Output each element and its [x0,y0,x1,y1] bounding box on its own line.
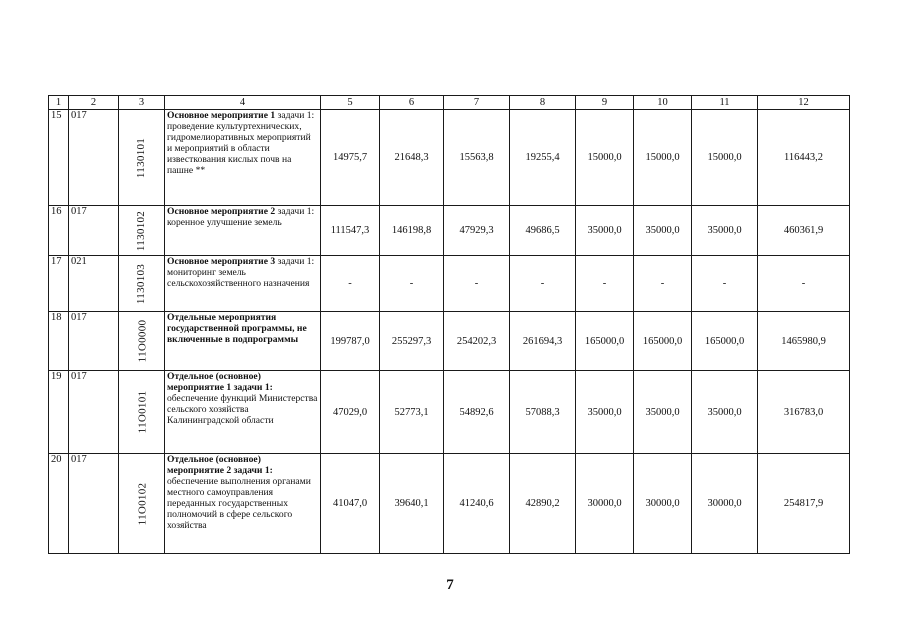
total-cell: 316783,0 [758,371,850,454]
value-cell: 35000,0 [634,206,692,256]
table-header-row [49,96,850,110]
row-number: 20 [49,454,69,554]
total-cell: 1465980,9 [758,312,850,371]
grbs-code: 017 [69,371,119,454]
total-cell: 254817,9 [758,454,850,554]
value-cell: 146198,8 [380,206,444,256]
value-cell: - [510,256,576,312]
value-cell: 254202,3 [444,312,510,371]
value-cell: - [321,256,380,312]
column-header: 12 [758,96,850,110]
value-cell: 39640,1 [380,454,444,554]
row-number: 16 [49,206,69,256]
column-header: 9 [576,96,634,110]
measure-description [165,110,321,206]
column-header: 10 [634,96,692,110]
column-header: 2 [69,96,119,110]
total-cell: 116443,2 [758,110,850,206]
value-cell: 165000,0 [692,312,758,371]
measure-title: Отдельное (основное) мероприятие 2 задачи 1: [167,454,273,476]
value-cell: 41240,6 [444,454,510,554]
target-article-cell [119,454,165,554]
target-article-code: 11О0101 [136,390,149,434]
grbs-code: 017 [69,312,119,371]
value-cell: - [576,256,634,312]
table-row [49,312,850,371]
value-cell: 15000,0 [692,110,758,206]
value-cell: 165000,0 [576,312,634,371]
column-header: 8 [510,96,576,110]
value-cell: 42890,2 [510,454,576,554]
grbs-code: 021 [69,256,119,312]
value-cell: 35000,0 [576,371,634,454]
value-cell: 35000,0 [692,371,758,454]
target-article-cell [119,312,165,371]
row-number: 17 [49,256,69,312]
target-article-code: 11О0000 [136,319,149,363]
measure-title: Основное мероприятие 1 [167,110,276,121]
row-number: 15 [49,110,69,206]
target-article-code: 1130103 [135,263,148,304]
measure-description [165,256,321,312]
column-header: 4 [165,96,321,110]
measure-description [165,371,321,454]
table-row [49,206,850,256]
value-cell: 19255,4 [510,110,576,206]
column-header: 6 [380,96,444,110]
value-cell: - [692,256,758,312]
table-row [49,454,850,554]
target-article-cell [119,206,165,256]
table-row [49,110,850,206]
budget-table [48,95,850,554]
value-cell: 15000,0 [576,110,634,206]
value-cell: - [444,256,510,312]
measure-description [165,312,321,371]
column-header: 11 [692,96,758,110]
value-cell: 15000,0 [634,110,692,206]
row-number: 18 [49,312,69,371]
column-header: 7 [444,96,510,110]
target-article-cell [119,110,165,206]
value-cell: 14975,7 [321,110,380,206]
value-cell: 57088,3 [510,371,576,454]
column-header: 3 [119,96,165,110]
grbs-code: 017 [69,454,119,554]
measure-text: обеспечение функций Министерства сельского хозяйства Калининградской области [167,393,318,426]
measure-title: Отдельные мероприятия государственной программы, не включенные в подпрограммы [167,312,307,345]
page-number: 7 [446,577,454,593]
value-cell: 35000,0 [576,206,634,256]
value-cell: 47029,0 [321,371,380,454]
total-cell: - [758,256,850,312]
value-cell: 255297,3 [380,312,444,371]
grbs-code: 017 [69,110,119,206]
table-row [49,371,850,454]
value-cell: 111547,3 [321,206,380,256]
value-cell: 52773,1 [380,371,444,454]
value-cell: 30000,0 [576,454,634,554]
measure-title: Отдельное (основное) мероприятие 1 задачи 1: [167,371,273,393]
target-article-cell [119,256,165,312]
value-cell: 54892,6 [444,371,510,454]
value-cell: 165000,0 [634,312,692,371]
measure-text: задачи 1: мониторинг земель сельскохозяйственного назначения [167,256,315,289]
target-article-code: 11О0102 [136,482,149,525]
value-cell: 49686,5 [510,206,576,256]
value-cell: 261694,3 [510,312,576,371]
value-cell: 15563,8 [444,110,510,206]
value-cell: 41047,0 [321,454,380,554]
value-cell: 35000,0 [634,371,692,454]
value-cell: 30000,0 [634,454,692,554]
measure-text: задачи 1: проведение культуртехнических, гидромелиоративных мероприятий и мероприятий в области известкования кислых почв на пашне ** [167,110,315,176]
value-cell: 199787,0 [321,312,380,371]
measure-title: Основное мероприятие 3 [167,256,276,267]
row-number: 19 [49,371,69,454]
measure-description [165,206,321,256]
measure-description [165,454,321,554]
value-cell: - [634,256,692,312]
value-cell: 35000,0 [692,206,758,256]
value-cell: - [380,256,444,312]
target-article-cell [119,371,165,454]
column-header: 1 [49,96,69,110]
value-cell: 30000,0 [692,454,758,554]
target-article-code: 1130102 [135,210,148,251]
column-header: 5 [321,96,380,110]
target-article-code: 1130101 [135,137,148,178]
measure-text: обеспечение выполнения органами местного самоуправления переданных государственных полномочий в сфере сельского хозяйства [167,476,311,531]
table-row [49,256,850,312]
value-cell: 47929,3 [444,206,510,256]
grbs-code: 017 [69,206,119,256]
measure-text: задачи 1: коренное улучшение земель [167,206,315,228]
measure-title: Основное мероприятие 2 [167,206,276,217]
total-cell: 460361,9 [758,206,850,256]
value-cell: 21648,3 [380,110,444,206]
